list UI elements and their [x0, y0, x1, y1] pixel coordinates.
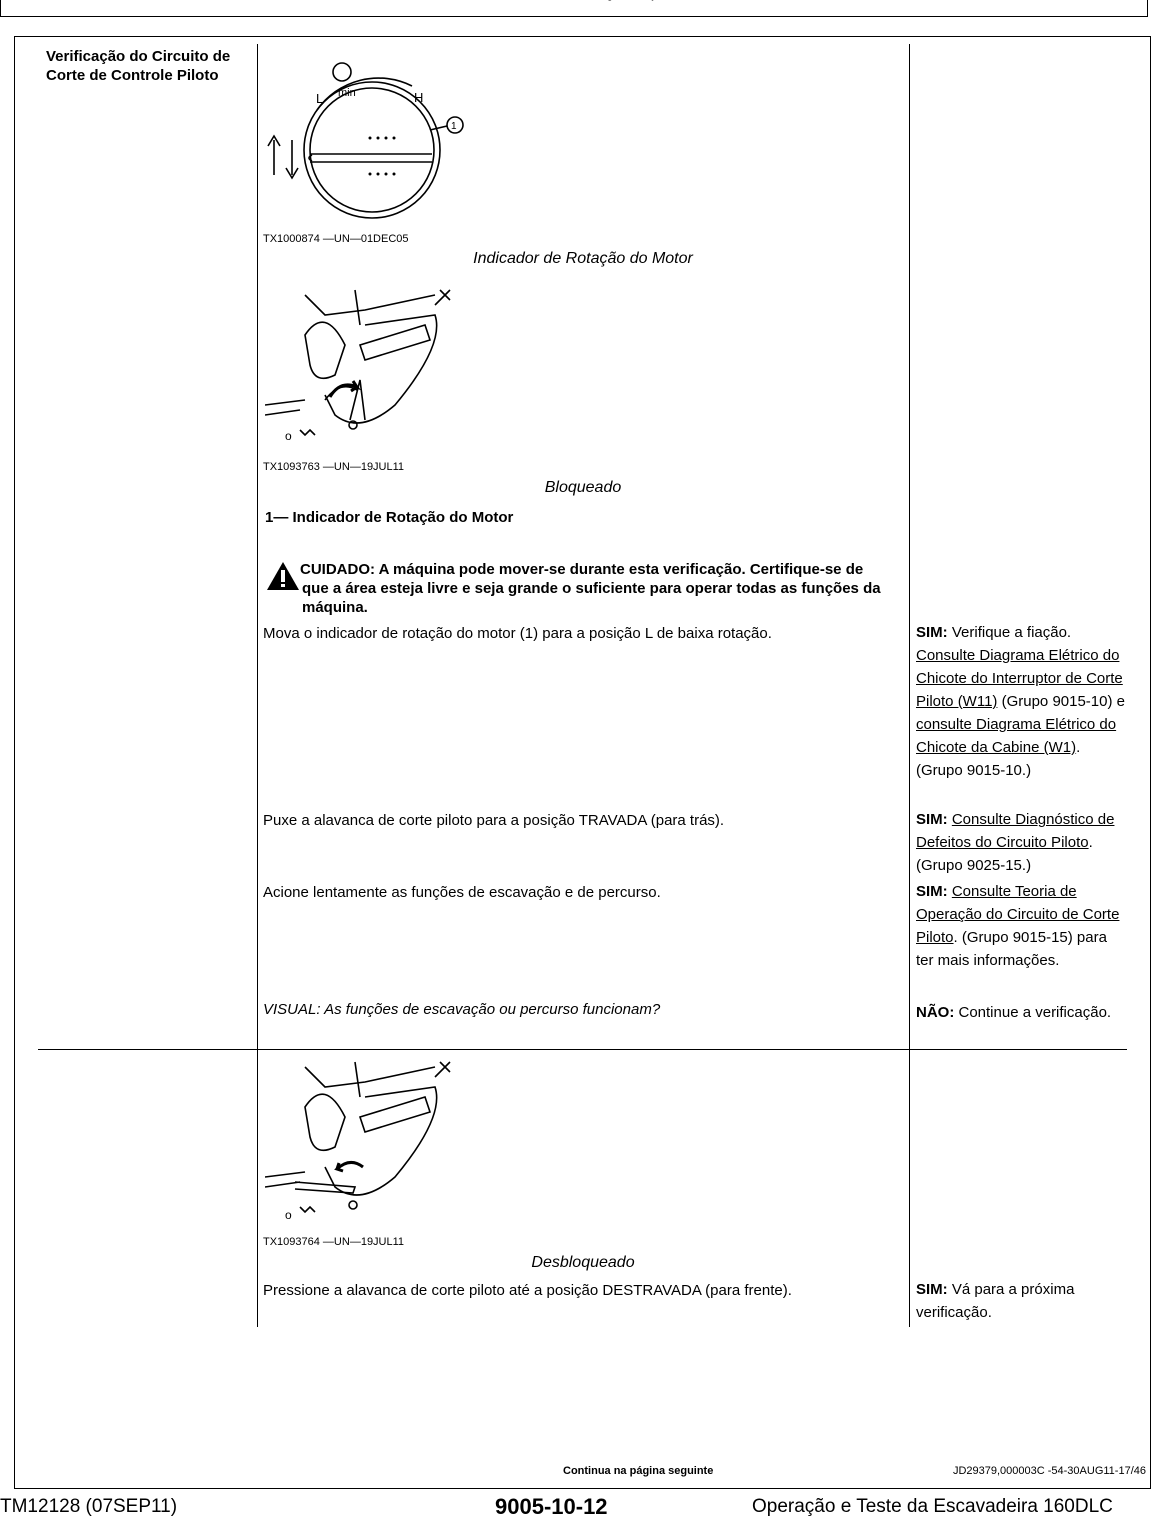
step-4-visual: VISUAL: As funções de escavação ou percurso funcionam? — [263, 1001, 661, 1018]
page-header-title — [1, 0, 1147, 2]
result-1-link-w1[interactable]: consulte Diagrama Elétrico do Chicote da Cabine (W1) — [916, 716, 1117, 756]
result-1 — [916, 621, 1126, 782]
footer-page-number: 9005-10-12 — [495, 1494, 608, 1519]
figure3-id: TX1093764 —UN—19JUL11 — [263, 1236, 405, 1248]
result-3-post: . (Grupo 9015-15) para ter mais informações. — [916, 929, 1107, 969]
result-3-tag: SIM: — [916, 883, 948, 900]
svg-text:o: o — [285, 1208, 292, 1222]
figure1-id: TX1000874 —UN—01DEC05 — [263, 233, 409, 245]
footer-title: Operação e Teste da Escavadeira 160DLC — [752, 1496, 1113, 1517]
figure2-id: TX1093763 —UN—19JUL11 — [263, 461, 405, 473]
result-3-link[interactable]: Consulte Teoria de Operação do Circuito de Corte Piloto — [916, 883, 1120, 946]
figure1-caption: Indicador de Rotação do Motor — [473, 250, 693, 267]
caution-text: CUIDADO: A máquina pode mover-se durante esta verificação. Certifique-se de que a área esteja livre e seja grande o suficiente para operar todas as funções da máquina. — [300, 561, 881, 616]
row-divider — [38, 1049, 1127, 1050]
result-4-tag: NÃO: — [916, 1004, 955, 1021]
result-4-post: Continue a verificação. — [958, 1004, 1112, 1021]
page-header-box — [0, 0, 1148, 17]
step-1: Mova o indicador de rotação do motor (1) para a posição L de baixa rotação. — [263, 625, 772, 642]
result-1-post: . (Grupo 9015-10.) — [916, 739, 1081, 779]
result-2-post: . (Grupo 9025-15.) — [916, 834, 1093, 874]
result-2-link[interactable]: Consulte Diagnóstico de Defeitos do Circuito Piloto — [916, 811, 1115, 851]
step-3: Acione lentamente as funções de escavação e de percurso. — [263, 884, 661, 901]
step-2: Puxe a alavanca de corte piloto para a posição TRAVADA (para trás). — [263, 812, 725, 829]
result-1-mid: (Grupo 9015-10) e — [997, 693, 1125, 710]
column-divider-right — [909, 44, 910, 1327]
column-divider-left — [257, 44, 258, 1327]
result-1-link-w11[interactable]: Consulte Diagrama Elétrico do Chicote do Interruptor de Corte Piloto (W11) — [916, 647, 1123, 710]
step-unlock: Pressione a alavanca de corte piloto até a posição DESTRAVADA (para frente). — [263, 1282, 792, 1299]
dial-label-l: L — [316, 91, 324, 106]
result-3 — [916, 880, 1126, 972]
result-4 — [916, 1001, 1126, 1024]
result-1-pre: Verifique a fiação. — [951, 624, 1072, 641]
result-2 — [916, 808, 1126, 877]
document-code: JD29379,000003C -54-30AUG11-17/46 — [952, 1465, 1146, 1477]
result-unlock — [916, 1278, 1126, 1324]
pilot-lever-unlocked-figure — [265, 1057, 465, 1222]
result-1-tag: SIM: — [916, 624, 948, 641]
dial-label-h: H — [414, 90, 424, 105]
continue-note: Continua na página seguinte — [563, 1465, 714, 1477]
result-unlock-text: Vá para a próxima verificação. — [916, 1281, 1075, 1321]
result-unlock-tag: SIM: — [916, 1281, 948, 1298]
warning-icon — [266, 561, 300, 591]
legend-item: 1— Indicador de Rotação do Motor — [265, 509, 514, 526]
figure2-caption: Bloqueado — [544, 479, 622, 496]
dial-label-min: min — [338, 87, 356, 99]
result-2-tag: SIM: — [916, 811, 948, 828]
figure3-caption: Desbloqueado — [531, 1254, 635, 1271]
callout-number: 1 — [451, 121, 457, 132]
section-title: Verificação do Circuito de Corte de Controle Piloto — [46, 48, 231, 84]
svg-text:o: o — [285, 429, 292, 443]
pilot-lever-locked-figure — [265, 285, 465, 445]
footer-manual-id: TM12128 (07SEP11) — [0, 1496, 178, 1517]
engine-speed-dial-figure — [262, 60, 472, 220]
caution-block — [266, 560, 886, 617]
